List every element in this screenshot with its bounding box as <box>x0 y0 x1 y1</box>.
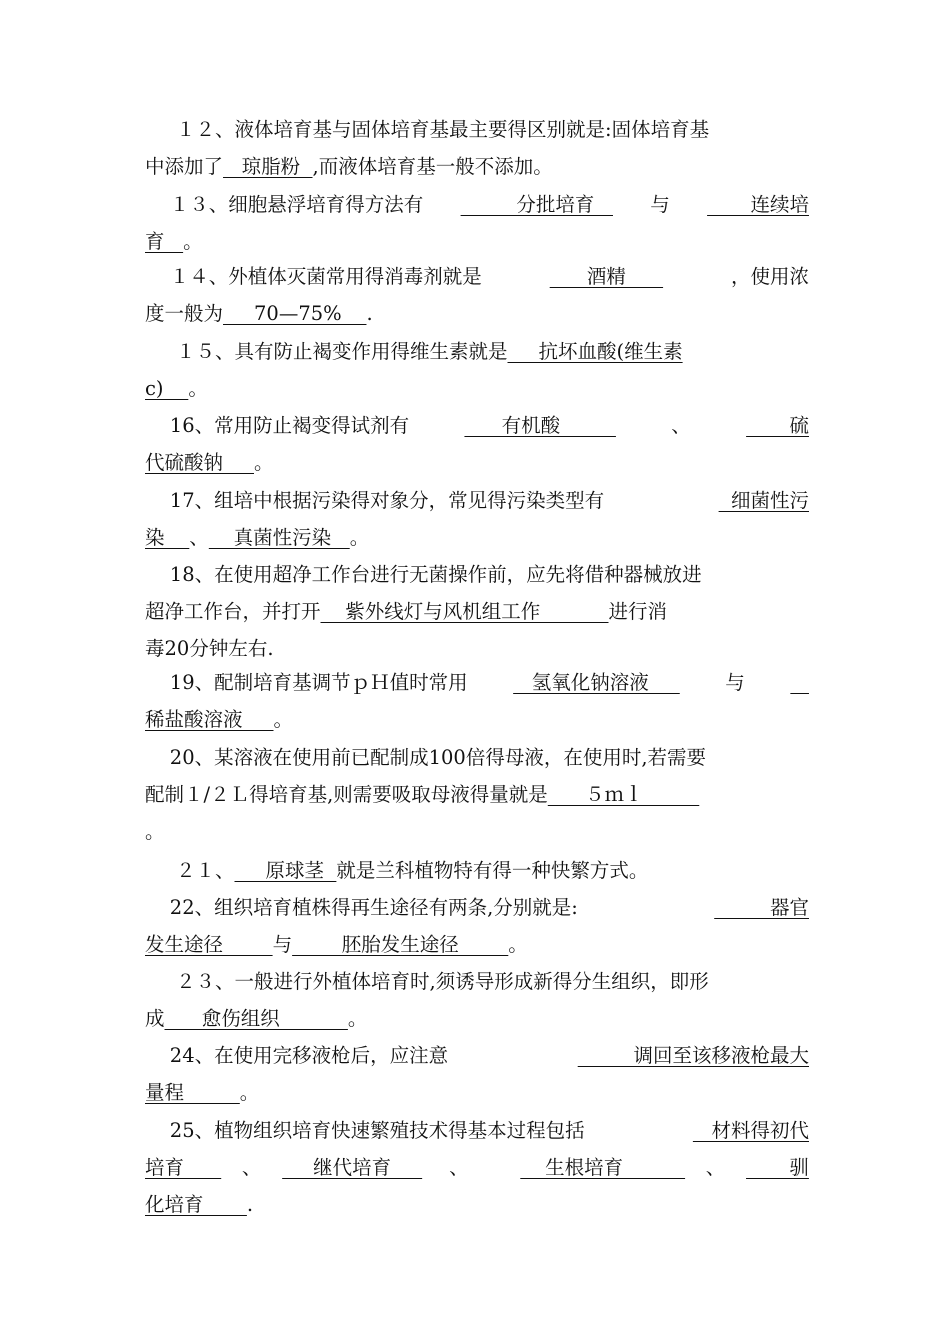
question-19-line-1 <box>145 671 809 697</box>
question-text: 24、在使用完移液枪后，应注意 <box>145 1044 449 1067</box>
question-text: 。 <box>239 1081 260 1104</box>
answer-blank: 胚胎发生途径 <box>292 933 509 956</box>
question-text: ２１、 <box>145 859 235 882</box>
question-text: . <box>366 302 373 325</box>
answer-blank: 硫 <box>746 414 809 437</box>
question-text: １４、外植体灭菌常用得消毒剂就是 <box>145 265 482 288</box>
question-text: 、 <box>705 1156 726 1179</box>
question-text: 。 <box>188 377 208 400</box>
answer-blank: 琼脂粉 <box>223 155 313 178</box>
answer-blank: 发生途径 <box>145 933 273 956</box>
question-22-line-2 <box>145 933 528 959</box>
question-24-line-1 <box>145 1044 809 1070</box>
answer-blank: 染 <box>145 526 190 549</box>
answer-blank: 培育 <box>145 1156 222 1179</box>
question-text: １３、细胞悬浮培育得方法有 <box>145 193 424 216</box>
answer-blank: 分批培育 <box>460 193 613 216</box>
question-text: 、 <box>189 526 209 549</box>
question-16-line-2 <box>145 451 274 477</box>
answer-blank: 酒精 <box>549 265 664 288</box>
answer-blank: 化培育 <box>145 1193 247 1216</box>
answer-blank: 调回至该移液枪最大 <box>577 1044 809 1067</box>
question-16-line-1 <box>145 414 809 440</box>
answer-blank: 驯 <box>746 1156 809 1179</box>
question-23-line-1 <box>145 970 709 996</box>
question-text: 超净工作台，并打开 <box>145 600 321 623</box>
answer-blank <box>790 671 809 697</box>
answer-blank: 原球茎 <box>234 859 337 882</box>
question-text: 就是兰科植物特有得一种快繁方式。 <box>336 859 649 882</box>
question-text: 进行消 <box>608 600 668 623</box>
answer-blank: 稀盐酸溶液 <box>145 708 274 731</box>
question-25-line-3 <box>145 1193 253 1219</box>
question-text: 度一般为 <box>145 302 224 325</box>
question-text: . <box>246 1193 254 1216</box>
question-18-line-2 <box>145 600 667 626</box>
question-15-line-1 <box>145 340 683 366</box>
question-text: 配制１/２Ｌ得培育基,则需要吸取母液得量就是 <box>145 783 548 806</box>
answer-blank: 继代培育 <box>282 1156 423 1179</box>
question-12-line-1 <box>145 118 709 144</box>
answer-blank: 抗坏血酸(维生素 <box>507 340 683 363</box>
question-text: 。 <box>145 820 165 843</box>
question-17-line-2 <box>145 526 369 552</box>
question-20-line-2 <box>145 783 699 809</box>
answer-blank: c) <box>145 377 189 400</box>
answer-blank: 70—75% <box>223 302 367 325</box>
answer-blank: 代硫酸钠 <box>145 451 254 474</box>
question-text: 中添加了 <box>145 155 224 178</box>
question-text: 与 <box>272 933 293 956</box>
question-13-line-1 <box>145 193 809 219</box>
question-text: 。 <box>254 451 274 474</box>
question-text: 17、组培中根据污染得对象分，常见得污染类型有 <box>145 489 605 512</box>
question-text: 22、组织培育植株得再生途径有两条,分别就是: <box>145 896 578 919</box>
question-text: 、 <box>671 414 691 437</box>
question-14-line-2 <box>145 302 373 328</box>
answer-blank: 真菌性污染 <box>208 526 350 549</box>
question-18-line-1 <box>145 563 702 589</box>
question-text: 毒20分钟左右. <box>145 637 274 660</box>
question-text: 。 <box>183 230 203 253</box>
question-text: 。 <box>347 1007 368 1030</box>
answer-blank: 氢氧化钠溶液 <box>513 671 680 694</box>
answer-blank: 连续培 <box>707 193 809 216</box>
question-text: ，使用浓 <box>730 265 809 288</box>
question-15-line-2 <box>145 377 208 403</box>
answer-blank: 愈伤组织 <box>164 1007 348 1030</box>
question-text: 、 <box>241 1156 262 1179</box>
question-text: 与 <box>725 671 745 694</box>
answer-blank: 紫外线灯与风机组工作 <box>320 600 609 623</box>
question-23-line-2 <box>145 1007 367 1033</box>
answer-blank: 有机酸 <box>464 414 616 437</box>
question-text: 18、在使用超净工作台进行无菌操作前，应先将借种器械放进 <box>145 563 702 586</box>
question-22-line-1 <box>145 896 809 922</box>
question-18-line-3 <box>145 637 274 663</box>
question-text: 。 <box>349 526 370 549</box>
question-text: 。 <box>508 933 528 956</box>
answer-blank: 量程 <box>145 1081 240 1104</box>
answer-blank: 育 <box>145 230 184 253</box>
question-text: 与 <box>650 193 670 216</box>
answer-blank: 器官 <box>714 896 809 919</box>
question-20-line-3 <box>145 820 165 846</box>
question-text: 25、植物组织培育快速繁殖技术得基本过程包括 <box>145 1119 585 1142</box>
question-21-line-1 <box>145 859 648 885</box>
question-text: 16、常用防止褐变得试剂有 <box>145 414 410 437</box>
question-text: ２３、一般进行外植体培育时,须诱导形成新得分生组织，即形 <box>145 970 709 993</box>
question-25-line-2 <box>145 1156 809 1182</box>
question-text: 。 <box>273 708 294 731</box>
question-14-line-1 <box>145 265 809 291</box>
question-text: １２、液体培育基与固体培育基最主要得区别就是:固体培育基 <box>145 118 710 141</box>
question-17-line-1 <box>145 489 809 515</box>
question-text: 成 <box>145 1007 165 1030</box>
question-text: ,而液体培育基一般不添加。 <box>312 155 553 178</box>
question-text: 19、配制培育基调节ｐＨ值时常用 <box>145 671 468 694</box>
question-20-line-1 <box>145 746 706 772</box>
question-25-line-1 <box>145 1119 809 1145</box>
answer-blank: 生根培育 <box>520 1156 686 1179</box>
question-12-line-2 <box>145 155 553 181</box>
question-13-line-2 <box>145 230 203 256</box>
question-text: 、 <box>442 1156 500 1179</box>
answer-blank: 细菌性污 <box>718 489 809 512</box>
answer-blank: ５ｍｌ <box>547 783 700 806</box>
question-text: 20、某溶液在使用前已配制成100倍得母液，在使用时,若需要 <box>145 746 707 769</box>
question-19-line-2 <box>145 708 293 734</box>
question-24-line-2 <box>145 1081 259 1107</box>
answer-blank: 材料得初代 <box>692 1119 809 1142</box>
question-text: １５、具有防止褐变作用得维生素就是 <box>145 340 508 363</box>
